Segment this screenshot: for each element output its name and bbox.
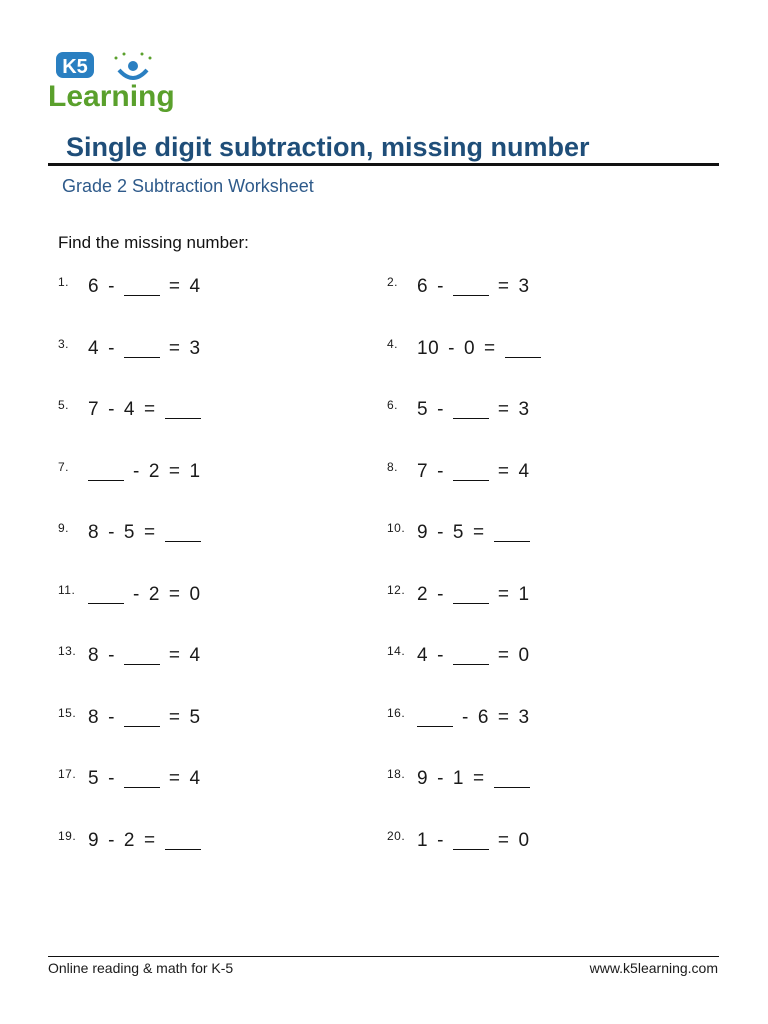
equation-term: = [472,768,485,789]
problem-number: 16. [387,705,406,720]
equation-term: 2 [148,583,160,605]
answer-blank[interactable] [494,523,530,542]
svg-text:Learning: Learning [48,80,175,113]
problem-number: 7. [58,459,70,474]
equation-term: 2 [123,829,135,851]
equation-term: 6 [88,276,100,297]
problem-item [58,642,210,672]
equation-term: = [497,645,510,666]
equation-term: 3 [518,706,530,728]
problem-number: 13. [58,644,77,658]
answer-blank[interactable] [124,277,160,296]
equation-term: = [484,337,496,359]
answer-blank[interactable] [417,708,453,727]
equation-term: 4 [518,460,530,482]
problem-number: 19. [58,828,77,843]
equation-term: 10 [417,337,440,359]
problem-number: 20. [387,828,406,843]
equation-term: 5 [452,522,464,543]
footer-tagline: Online reading & math for K-5 [48,960,234,976]
problem-item [58,458,210,488]
equation-term: = [497,583,510,605]
equation-term: - [108,337,115,359]
page-title: Single digit subtraction, missing number [66,132,590,162]
answer-blank[interactable] [453,277,489,296]
svg-text:K5: K5 [62,56,88,78]
equation-term: 4 [417,645,429,666]
equation-term: = [497,706,510,728]
equation-term: - [437,645,444,666]
problem-item [387,335,550,365]
problem-item [58,396,210,426]
equation-term: - [437,522,444,543]
problem-number: 2. [387,275,399,289]
equation-term: 1 [189,460,201,482]
equation-term: = [168,706,181,728]
equation-term: = [497,399,510,420]
problem-item [387,581,539,611]
equation-term: 8 [88,645,100,666]
problem-item [387,704,539,734]
equation-term: 1 [518,583,530,605]
problem-item [58,335,210,365]
problem-item [387,519,539,549]
equation-term: 2 [148,460,160,482]
problem-item [58,581,210,611]
equation-term: - [462,706,469,728]
problem-number: 4. [387,336,399,351]
answer-blank[interactable] [124,769,160,788]
answer-blank[interactable] [124,708,160,727]
answer-blank[interactable] [494,769,530,788]
answer-blank[interactable] [453,462,489,481]
answer-blank[interactable] [124,339,160,358]
problem-item [387,396,539,426]
equation-term: 0 [189,583,201,605]
problem-item [387,765,539,795]
equation-term: = [168,768,181,789]
equation-term: = [143,399,156,420]
answer-blank[interactable] [505,339,541,358]
answer-blank[interactable] [124,646,160,665]
problem-number: 5. [58,398,70,412]
equation-term: - [133,460,140,482]
equation-term: 4 [189,276,201,297]
problem-number: 12. [387,582,406,597]
equation-term: 3 [189,337,201,359]
problem-item [58,704,210,734]
problem-item [58,827,210,857]
answer-blank[interactable] [165,831,201,850]
equation-term: 4 [88,337,100,359]
equation-term: - [437,583,444,605]
equation-term: - [437,276,444,297]
problem-number: 15. [58,705,77,720]
problem-item [387,642,539,672]
equation-term: = [143,829,156,851]
equation-term: 5 [417,399,429,420]
problem-number: 1. [58,275,70,289]
title-divider [48,163,719,166]
equation-term: = [168,583,181,605]
footer-website: www.k5learning.com [589,960,718,976]
equation-term: - [108,829,115,851]
equation-term: 0 [518,829,530,851]
page-subtitle: Grade 2 Subtraction Worksheet [62,176,314,196]
equation-term: = [168,460,181,482]
equation-term: 3 [518,399,530,420]
equation-term: - [108,645,115,666]
problem-item [387,827,539,857]
equation-term: - [108,276,115,297]
problem-number: 10. [387,521,406,535]
equation-term: = [497,829,510,851]
equation-term: - [108,706,115,728]
answer-blank[interactable] [88,585,124,604]
problem-item [387,273,539,303]
equation-term: 9 [417,768,429,789]
problem-number: 9. [58,521,70,535]
equation-term: - [108,768,115,789]
equation-term: 4 [123,399,135,420]
equation-term: 7 [88,399,100,420]
equation-term: 4 [189,768,201,789]
k5-learning-logo [46,48,188,114]
equation-term: 9 [417,522,429,543]
problem-number: 8. [387,459,399,474]
instructions: Find the missing number: [58,233,249,252]
equation-term: = [497,276,510,297]
answer-blank[interactable] [88,462,124,481]
equation-term: 0 [463,337,476,359]
equation-term: - [437,768,444,789]
equation-term: 8 [88,706,100,728]
equation-term: - [437,399,444,420]
equation-term: - [448,337,455,359]
equation-term: 8 [88,522,100,543]
equation-term: = [168,276,181,297]
answer-blank[interactable] [165,523,201,542]
equation-term: 9 [88,829,100,851]
equation-term: - [133,583,140,605]
equation-term: - [437,460,444,482]
problem-number: 18. [387,767,406,781]
equation-term: 7 [417,460,429,482]
equation-term: 0 [518,645,530,666]
equation-term: 6 [477,706,489,728]
equation-term: = [168,337,181,359]
equation-term: - [108,522,115,543]
equation-term: - [437,829,444,851]
problem-item [58,273,210,303]
answer-blank[interactable] [165,400,201,419]
problem-number: 6. [387,398,399,412]
problem-number: 17. [58,767,77,781]
answer-blank[interactable] [453,585,489,604]
equation-term: 3 [518,276,530,297]
problem-number: 3. [58,336,70,351]
equation-term: = [497,460,510,482]
equation-term: 4 [189,645,201,666]
equation-term: = [143,522,156,543]
equation-term: = [472,522,485,543]
equation-term: 5 [123,522,135,543]
equation-term: 6 [417,276,429,297]
equation-term: 5 [88,768,100,789]
equation-term: 1 [452,768,464,789]
equation-term: 5 [189,706,201,728]
problem-item [58,519,210,549]
answer-blank[interactable] [453,646,489,665]
problem-item [58,765,210,795]
equation-term: = [168,645,181,666]
footer-divider [48,956,719,957]
equation-term: 1 [417,829,429,851]
answer-blank[interactable] [453,831,489,850]
problem-item [387,458,539,488]
equation-term: - [108,399,115,420]
equation-term: 2 [417,583,429,605]
problem-number: 11. [58,582,76,597]
problem-number: 14. [387,644,406,658]
answer-blank[interactable] [453,400,489,419]
